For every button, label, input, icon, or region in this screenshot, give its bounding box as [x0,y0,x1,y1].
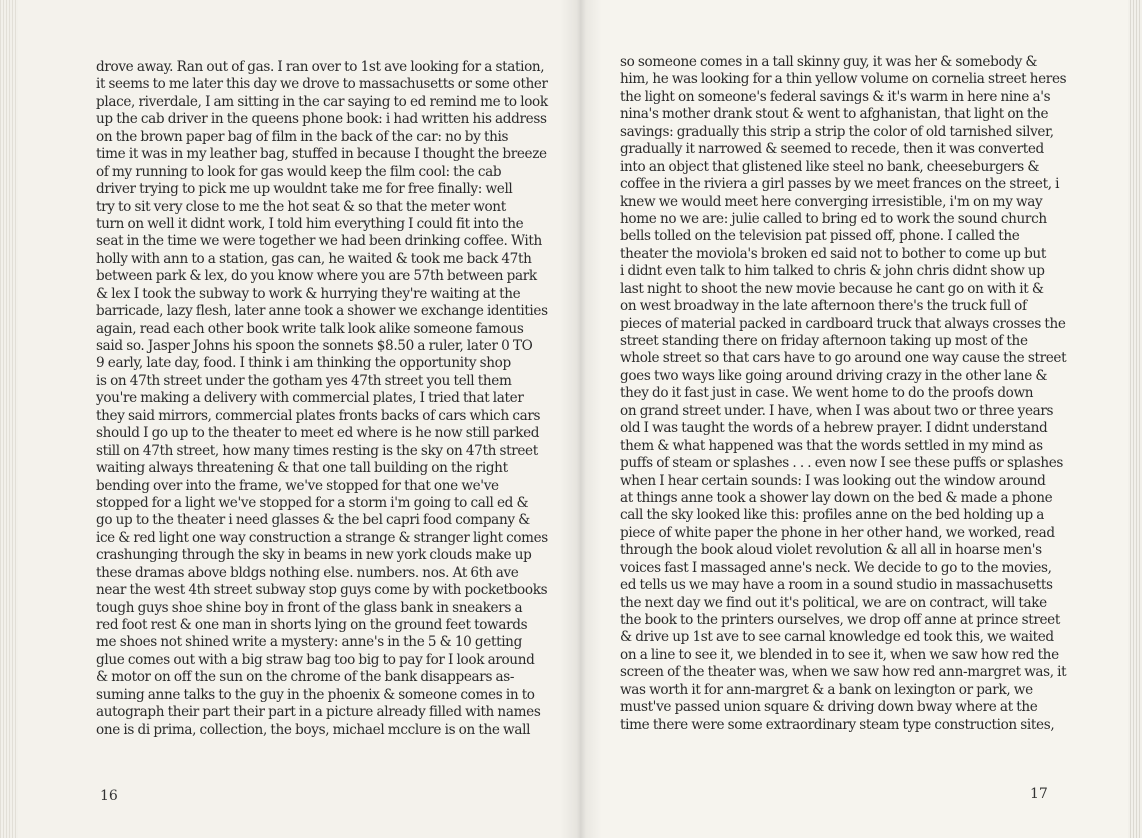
text-line: one is di prima, collection, the boys, michael mcclure is on the wall [96,721,531,738]
right-page-number: 17 [1030,786,1048,802]
text-line: time there were some extraordinary steam type construction sites, [620,716,1055,733]
text-line: on grand street under. I have, when I was about two or three years [620,402,1054,419]
text-line: when I hear certain sounds: I was looking out the window around [620,472,1046,489]
text-line: stopped for a light we've stopped for a storm i'm going to call ed & [96,494,529,511]
text-line: should I go up to the theater to meet ed where is he now still parked [96,425,540,442]
right-page-edge [1128,0,1142,838]
text-line: said so. Jasper Johns his spoon the sonnets $8.50 a ruler, later 0 TO [96,338,533,354]
text-line: still on 47th street, how many times resting is the sky on 47th street [96,442,538,459]
text-line: waiting always threatening & that one tall building on the right [96,460,508,477]
text-line: i didnt even talk to him talked to chris & john chris didnt show up [620,263,1045,280]
text-line: between park & lex, do you know where you are 57th between park [96,268,537,285]
text-line: bells tolled on the television pat pissed off, phone. I called the [620,228,1020,245]
text-line: gradually it narrowed & seemed to recede, then it was converted [620,141,1044,158]
text-line: time it was in my leather bag, stuffed in because I thought the breeze [96,146,547,163]
text-line: through the book aloud violet revolution & all all in hoarse men's [620,542,1042,559]
text-line: glue comes out with a big straw bag too big to pay for I look around [96,651,535,668]
text-line: ed tells us we may have a room in a sound studio in massachusetts [620,577,1053,594]
text-line: try to sit very close to me the hot seat & so that the meter wont [96,198,506,215]
text-line: the book to the printers ourselves, we drop off anne at prince street [620,612,1060,628]
text-line: me shoes not shined write a mystery: anne's in the 5 & 10 getting [96,634,522,651]
text-line: they do it fast just in case. We went home to do the proofs down [620,385,1034,402]
text-line: place, riverdale, I am sitting in the car saying to ed remind me to look [96,93,548,110]
text-line: the light on someone's federal savings & it's warm in here nine a's [620,88,1051,105]
text-line: & lex I took the subway to work & hurrying they're waiting at the [96,285,521,302]
text-line: old I was taught the words of a hebrew prayer. I didnt understand [620,420,1048,437]
left-page-edge [0,0,18,838]
text-line: theater the moviola's broken ed said not to bother to come up but [620,245,1046,262]
text-line: again, read each other book write talk look alike someone famous [96,320,524,337]
text-line: seat in the time we were together we had been drinking coffee. With [96,233,542,250]
text-line: into an object that glistened like steel no bank, cheeseburgers & [620,158,1040,175]
text-line: them & what happened was that the words settled in my mind as [620,437,1043,454]
text-line: home no we are: julie called to bring ed to work the sound church [620,210,1047,227]
text-line: red foot rest & one man in shorts lying on the ground feet towards [96,617,528,633]
text-line: barricade, lazy flesh, later anne took a shower we exchange identities [96,303,548,320]
text-line: him, he was looking for a thin yellow volume on cornelia street heres [620,71,1067,88]
text-line: driver trying to pick me up wouldnt take me for free finally: well [96,181,513,198]
text-line: autograph their part their part in a picture already filled with names [96,704,541,721]
text-line: they said mirrors, commercial plates fronts backs of cars which cars [96,407,541,424]
text-line: up the cab driver in the queens phone book: i had written his address [96,111,547,128]
left-page-number: 16 [100,788,118,804]
text-line: savings: gradually this strip a strip the color of old tarnished silver, [620,123,1054,140]
book-gutter [560,0,602,838]
text-line: turn on well it didnt work, I told him everything I could fit into the [96,215,524,232]
right-page-text [620,54,1066,734]
text-line: these dramas above bldgs nothing else. numbers. nos. At 6th ave [96,564,519,581]
text-line: at things anne took a shower lay down on the bed & made a phone [620,489,1053,506]
text-line: bending over into the frame, we've stopped for that one we've [96,477,499,494]
text-line: you're making a delivery with commercial plates, I tried that later [96,390,524,407]
text-line: near the west 4th street subway stop guys come by with pocketbooks [96,582,548,599]
text-line: knew we would meet here converging irresistible, i'm on my way [620,193,1043,210]
text-line: so someone comes in a tall skinny guy, it was her & somebody & [620,54,1038,70]
text-line: pieces of material packed in cardboard truck that always crosses the [620,315,1066,332]
text-line: coffee in the riviera a girl passes by we meet frances on the street, i [620,176,1060,193]
text-line: is on 47th street under the gotham yes 47th street you tell them [96,372,512,389]
text-line: call the sky looked like this: profiles anne on the bed holding up a [620,507,1045,524]
text-line: on west broadway in the late afternoon there's the truck full of [620,298,1027,315]
text-line: & motor on off the sun on the chrome of the bank disappears as- [96,669,515,686]
text-line: piece of white paper the phone in her other hand, we worked, read [620,524,1055,541]
text-line: & drive up 1st ave to see carnal knowledge ed took this, we waited [620,629,1054,646]
text-line: of my running to look for gas would keep the film cool: the cab [96,163,502,180]
text-line: whole street so that cars have to go around one way cause the street [620,350,1067,367]
text-line: nina's mother drank stout & went to afghanistan, that light on the [620,106,1049,123]
text-line: goes two ways like going around driving crazy in the other lane & [620,367,1048,384]
text-line: the next day we find out it's political, we are on contract, will take [620,594,1047,611]
text-line: it seems to me later this day we drove to massachusetts or some other [96,76,548,93]
text-line: holly with ann to a station, gas can, he waited & took me back 47th [96,250,532,267]
text-line: street standing there on friday afternoon taking up most of the [620,333,1028,349]
text-line: was worth it for ann-margret & a bank on lexington or park, we [620,681,1033,698]
text-line: crashunging through the sky in beams in new york clouds make up [96,547,532,564]
text-line: on the brown paper bag of film in the back of the car: no by this [96,128,509,145]
text-line: tough guys shoe shine boy in front of the glass bank in sneakers a [96,599,523,616]
text-line: suming anne talks to the guy in the phoenix & someone comes in to [96,686,535,703]
text-line: drove away. Ran out of gas. I ran over to 1st ave looking for a station, [96,59,545,75]
text-line: on a line to see it, we blended in to see it, when we saw how red the [620,646,1059,663]
left-page-text [96,59,548,739]
text-line: last night to shoot the new movie because he cant go on with it & [620,280,1044,297]
text-line: ice & red light one way construction a strange & stranger light comes [96,529,548,546]
text-line: must've passed union square & driving down bway where at the [620,699,1038,716]
text-line: screen of the theater was, when we saw how red ann-margret was, it [620,664,1067,681]
text-line: 9 early, late day, food. I think i am thinking the opportunity shop [96,355,511,372]
text-line: voices fast I massaged anne's neck. We decide to go to the movies, [620,559,1052,576]
text-line: puffs of steam or splashes . . . even now I see these puffs or splashes [620,455,1064,472]
text-line: go up to the theater i need glasses & the bel capri food company & [96,512,530,529]
